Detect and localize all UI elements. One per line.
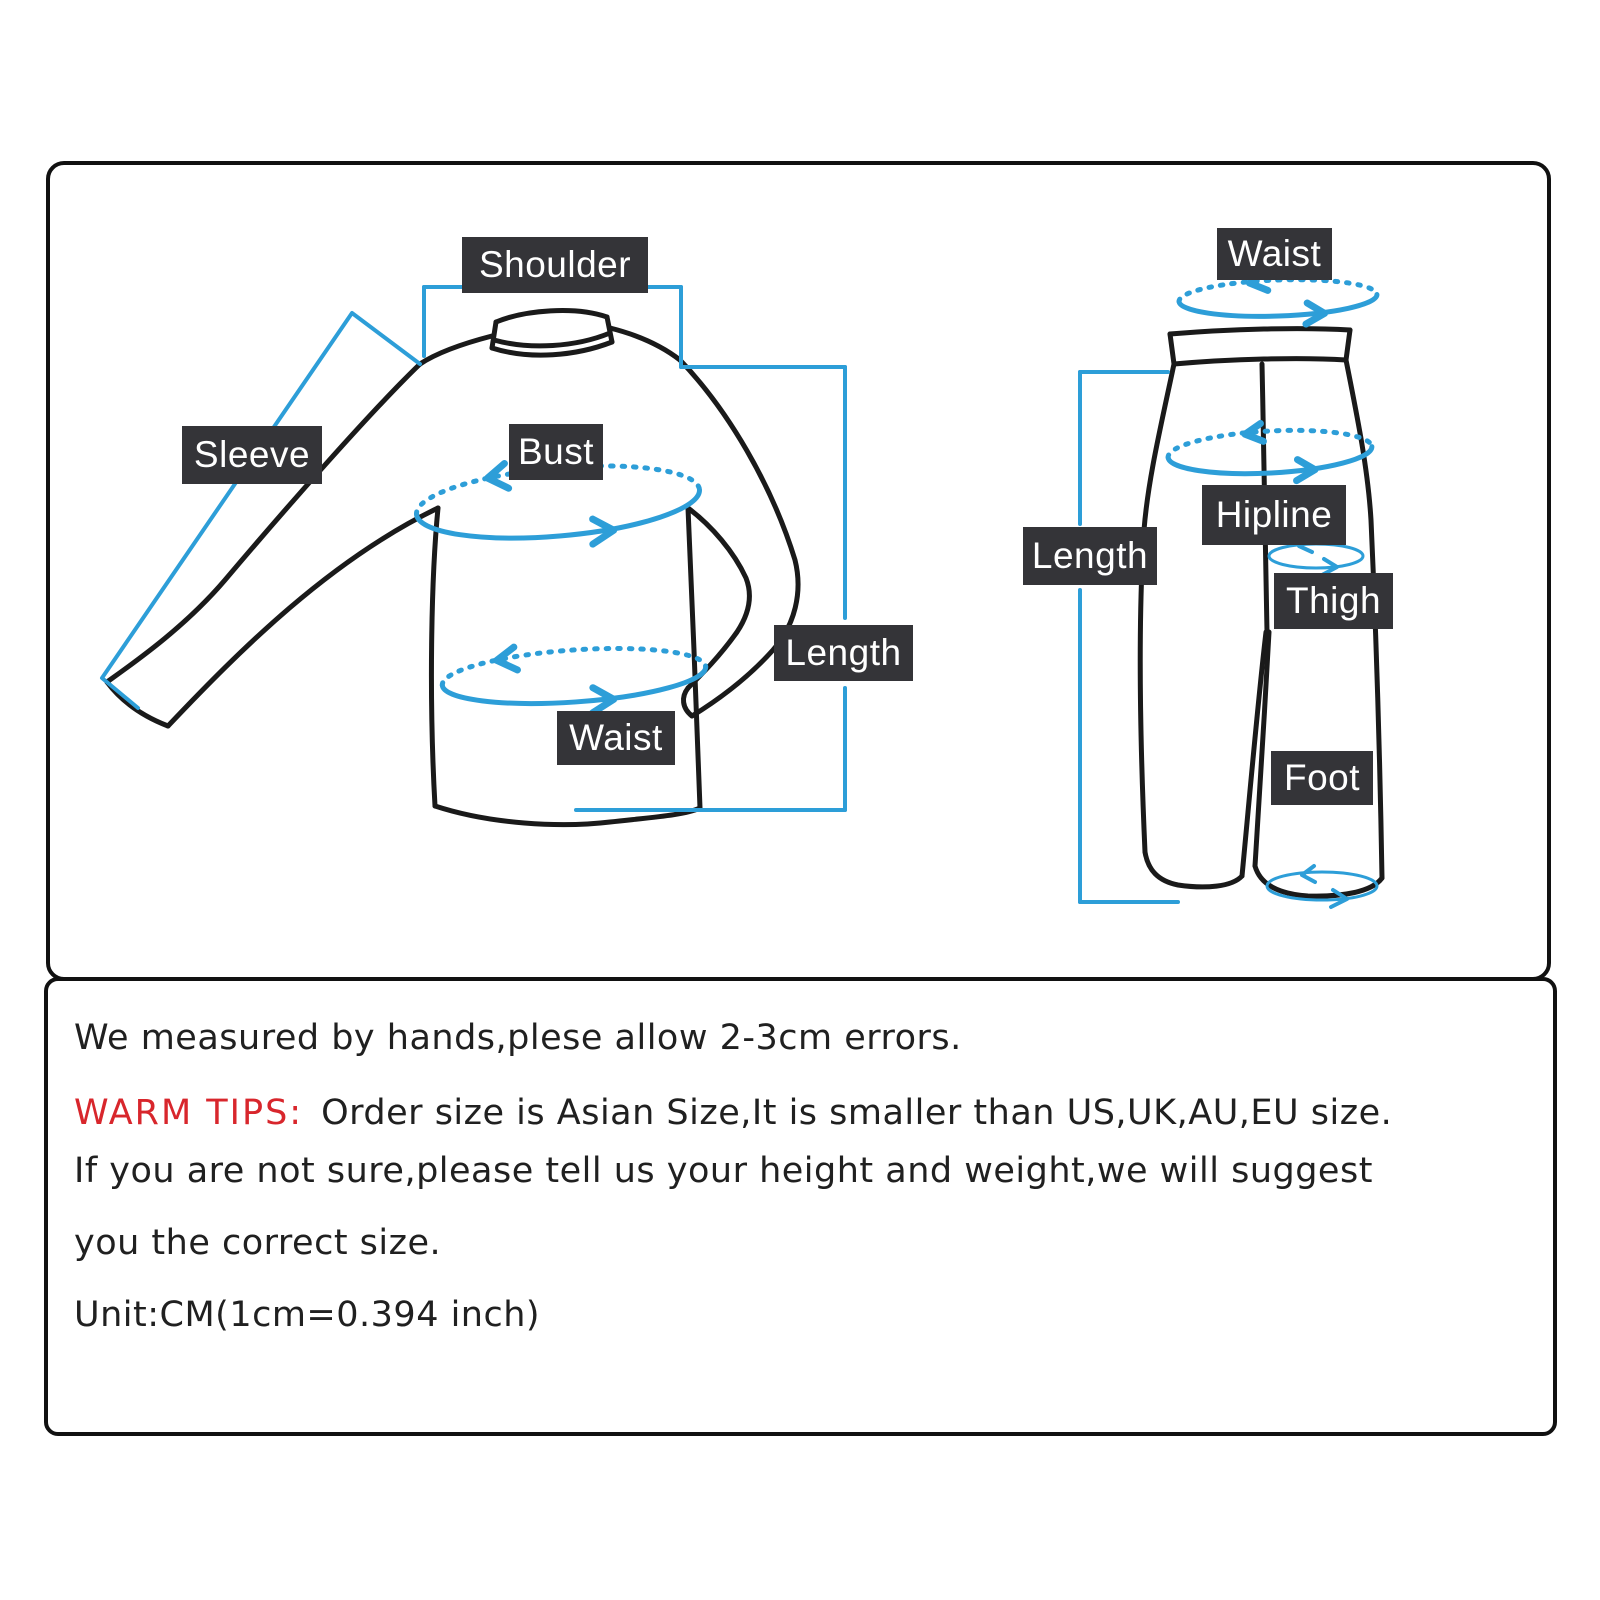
arrow-left-icon bbox=[1302, 866, 1315, 882]
shirt-outline bbox=[107, 311, 798, 825]
note-line-2 bbox=[74, 1090, 1392, 1136]
warm-tips-label: WARM TIPS: bbox=[74, 1093, 304, 1133]
shirt-bust-label: Bust bbox=[509, 424, 603, 480]
pants-length-label: Length bbox=[1023, 527, 1157, 585]
pants-foot-label: Foot bbox=[1271, 751, 1373, 805]
warm-tips-text: Order size is Asian Size,It is smaller than US,UK,AU,EU size. bbox=[321, 1093, 1393, 1133]
pants-hipline-label: Hipline bbox=[1202, 485, 1346, 545]
note-line-3: If you are not sure,please tell us your height and weight,we will suggest bbox=[74, 1151, 1373, 1191]
shirt-waist-label: Waist bbox=[557, 711, 675, 765]
shirt-sleeve-label: Sleeve bbox=[182, 426, 322, 484]
pants-thigh-label: Thigh bbox=[1274, 573, 1393, 629]
hipline-ellipse bbox=[1167, 418, 1374, 488]
note-line-5: Unit:CM(1cm=0.394 inch) bbox=[74, 1295, 541, 1335]
shirt-length-label: Length bbox=[774, 625, 913, 681]
note-line-1: We measured by hands,plese allow 2-3cm errors. bbox=[74, 1018, 962, 1058]
foot-ellipse bbox=[1267, 866, 1377, 907]
shirt-waist-ellipse bbox=[440, 634, 708, 723]
pants-length-bracket bbox=[1080, 372, 1178, 902]
pants-waist-label: Waist bbox=[1217, 228, 1332, 280]
shirt-shoulder-label: Shoulder bbox=[462, 237, 648, 293]
note-line-4: you the correct size. bbox=[74, 1223, 442, 1263]
